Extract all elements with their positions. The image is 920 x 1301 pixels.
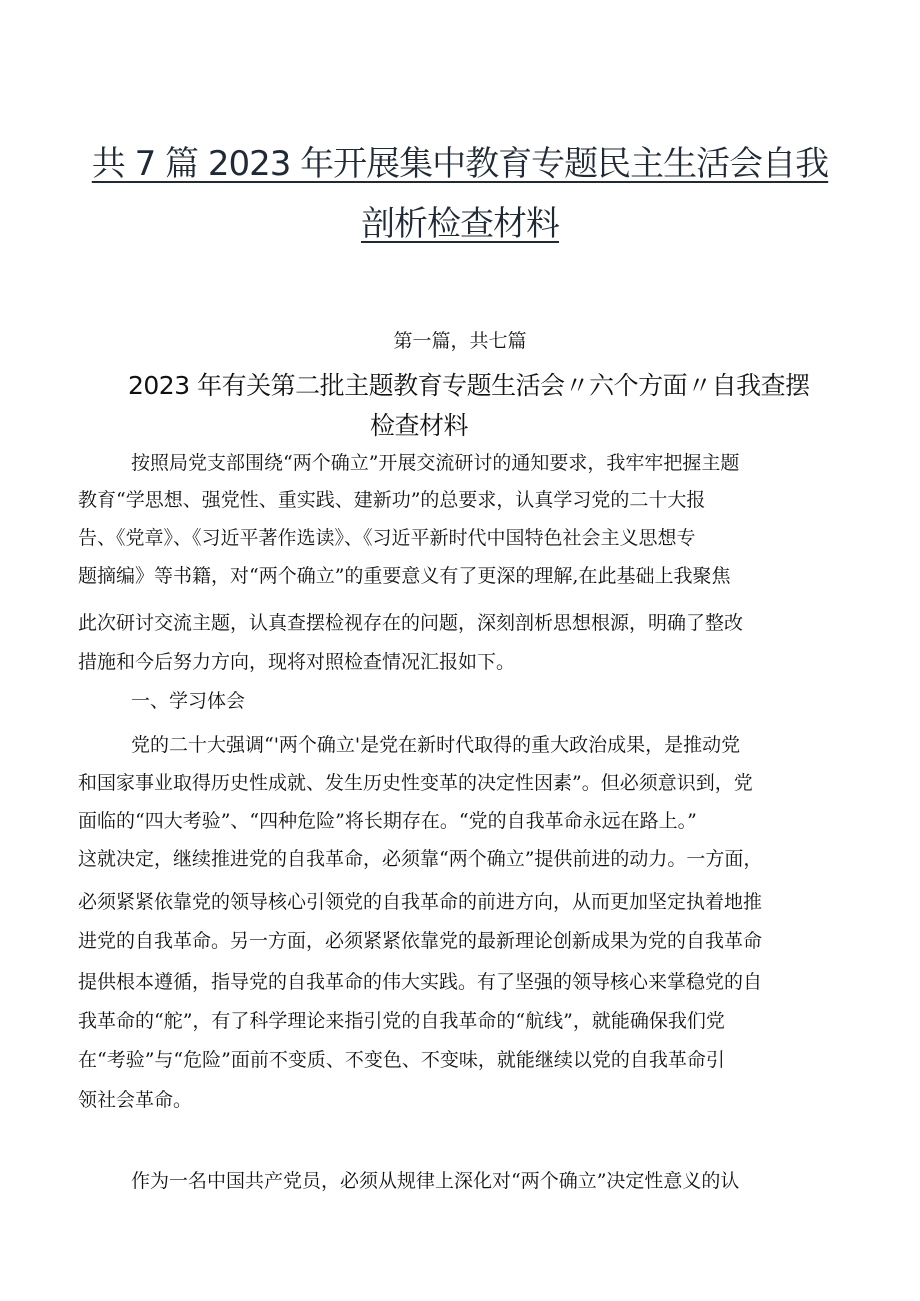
subtitle-line-2: 检查材料 [369, 411, 468, 440]
paragraph-2-line: 和国家事业取得历史性成就、发生历史性变革的决定性因素”。但必须意识到，党 [78, 772, 753, 794]
section-label: 第一篇，共七篇 [393, 330, 527, 352]
section-heading-study: 一、学习体会 [131, 690, 246, 712]
paragraph-2-line: 党的二十大强调“'两个确立'是党在新时代取得的重大政治成果，是推动党 [131, 734, 741, 756]
paragraph-1-line: 按照局党支部围绕“两个确立”开展交流研讨的通知要求，我牢牢把握主题 [131, 452, 740, 474]
document-title-line-1: 共 7 篇 2023 年开展集中教育专题民主生活会自我 [91, 144, 829, 184]
paragraph-2-line: 面临的“四大考验”、“四种危险”将长期存在。“党的自我革命永远在路上。” [78, 810, 697, 832]
paragraph-2-line: 在“考验”与“危险”面前不变质、不变色、不变味，就能继续以党的自我革命引 [78, 1049, 725, 1071]
subtitle-line-1: 2023 年有关第二批主题教育专题生活会〃六个方面〃自我查摆 [128, 371, 810, 400]
paragraph-2-line: 进党的自我革命。另一方面，必须紧紧依靠党的最新理论创新成果为党的自我革命 [78, 930, 763, 952]
paragraph-2-line: 提供根本遵循，指导党的自我革命的伟大实践。有了坚强的领导核心来掌稳党的自 [78, 971, 763, 993]
paragraph-1-line: 此次研讨交流主题，认真查摆检视存在的问题，深刻剖析思想根源，明确了整改 [78, 612, 744, 634]
paragraph-2-line: 我革命的“舵”，有了科学理论来指引党的自我革命的“航线”，就能确保我们党 [78, 1010, 725, 1032]
paragraph-2-line: 这就决定，继续推进党的自我革命，必须靠“两个确立”提供前进的动力。一方面， [78, 848, 763, 870]
paragraph-3-line: 作为一名中国共产党员，必须从规律上深化对“两个确立”决定性意义的认 [131, 1170, 740, 1192]
paragraph-1-line: 教育“学思想、强党性、重实践、建新功”的总要求，认真学习党的二十大报 [78, 489, 706, 511]
paragraph-2-line: 领社会革命。 [78, 1089, 193, 1111]
paragraph-1-line: 告、《党章》、《习近平著作选读》、《习近平新时代中国特色社会主义思想专 [78, 527, 696, 549]
document-title-line-2: 剖析检查材料 [361, 204, 559, 244]
paragraph-1-line: 措施和今后努力方向，现将对照检查情况汇报如下。 [78, 651, 516, 673]
paragraph-1-line: 题摘编》等书籍，对“两个确立”的重要意义有了更深的理解,在此基础上我聚焦 [78, 565, 731, 587]
paragraph-2-line: 必须紧紧依靠党的领导核心引领党的自我革命的前进方向，从而更加坚定执着地推 [78, 891, 763, 913]
